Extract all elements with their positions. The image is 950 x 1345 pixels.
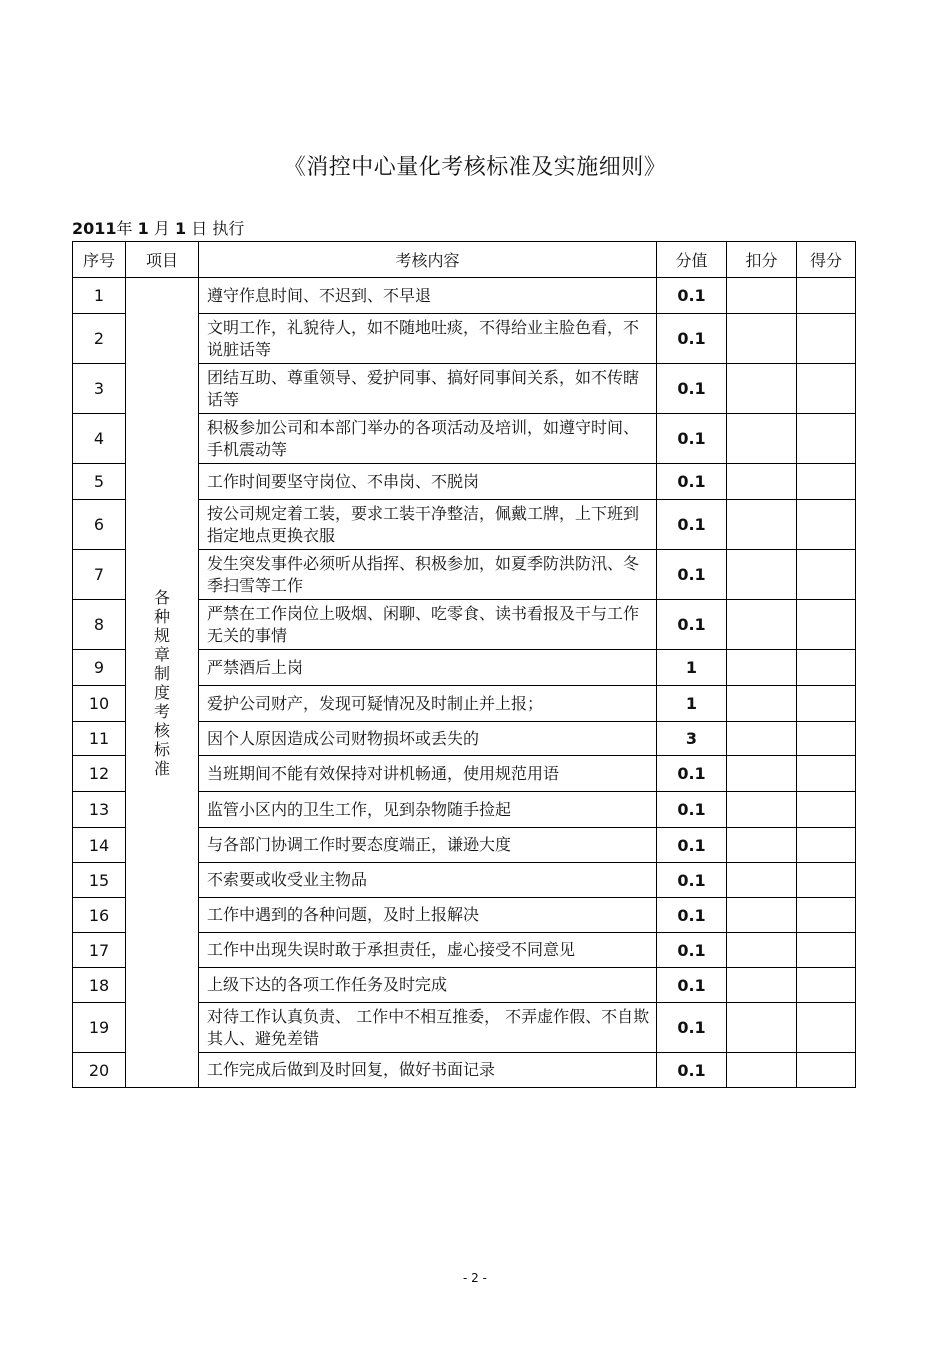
row-result-cell[interactable] [797, 550, 856, 600]
row-content: 爱护公司财产，发现可疑情况及时制止并上报； [199, 686, 657, 722]
row-score: 1 [657, 686, 727, 722]
row-score: 0.1 [657, 898, 727, 933]
header-seq: 序号 [73, 242, 126, 278]
row-deduct-cell[interactable] [727, 722, 797, 756]
document-title: 《消控中心量化考核标准及实施细则》 [283, 155, 667, 180]
execution-date-line [72, 216, 244, 239]
row-content: 监管小区内的卫生工作，见到杂物随手捡起 [199, 792, 657, 828]
row-result-cell[interactable] [797, 1053, 856, 1088]
row-seq: 16 [73, 898, 126, 933]
header-result: 得分 [797, 242, 856, 278]
row-score: 0.1 [657, 600, 727, 650]
row-seq: 19 [73, 1003, 126, 1053]
row-score: 0.1 [657, 968, 727, 1003]
row-deduct-cell[interactable] [727, 464, 797, 500]
row-seq: 14 [73, 828, 126, 863]
row-content: 上级下达的各项工作任务及时完成 [199, 968, 657, 1003]
row-seq: 11 [73, 722, 126, 756]
exec-month-unit: 月 [153, 219, 170, 238]
row-score: 0.1 [657, 1003, 727, 1053]
page-number: - 2 - [463, 1271, 487, 1285]
row-content: 当班期间不能有效保持对讲机畅通，使用规范用语 [199, 756, 657, 792]
row-result-cell[interactable] [797, 722, 856, 756]
row-result-cell[interactable] [797, 600, 856, 650]
row-result-cell[interactable] [797, 968, 856, 1003]
row-seq: 8 [73, 600, 126, 650]
row-content: 发生突发事件必须听从指挥、积极参加，如夏季防洪防汛、冬季扫雪等工作 [199, 550, 657, 600]
row-deduct-cell[interactable] [727, 968, 797, 1003]
row-seq: 17 [73, 933, 126, 968]
row-result-cell[interactable] [797, 686, 856, 722]
assessment-table [72, 241, 856, 1088]
row-seq: 10 [73, 686, 126, 722]
row-result-cell[interactable] [797, 278, 856, 314]
row-score: 0.1 [657, 550, 727, 600]
row-score: 0.1 [657, 364, 727, 414]
row-seq: 9 [73, 650, 126, 686]
row-result-cell[interactable] [797, 756, 856, 792]
exec-year: 2011 [72, 219, 117, 238]
header-project: 项目 [126, 242, 199, 278]
row-seq: 7 [73, 550, 126, 600]
row-seq: 4 [73, 414, 126, 464]
exec-suffix: 执行 [212, 219, 245, 238]
row-content: 遵守作息时间、不迟到、不早退 [199, 278, 657, 314]
exec-month: 1 [137, 219, 149, 238]
exec-day-unit: 日 [191, 219, 208, 238]
row-deduct-cell[interactable] [727, 792, 797, 828]
table-header-row [73, 242, 856, 278]
table-body [73, 278, 856, 1088]
row-score: 0.1 [657, 314, 727, 364]
row-content: 与各部门协调工作时要态度端正，谦逊大度 [199, 828, 657, 863]
row-result-cell[interactable] [797, 314, 856, 364]
row-result-cell[interactable] [797, 364, 856, 414]
row-seq: 3 [73, 364, 126, 414]
row-score: 0.1 [657, 414, 727, 464]
row-deduct-cell[interactable] [727, 828, 797, 863]
row-result-cell[interactable] [797, 650, 856, 686]
row-seq: 20 [73, 1053, 126, 1088]
row-content: 工作时间要坚守岗位、不串岗、不脱岗 [199, 464, 657, 500]
row-score: 0.1 [657, 1053, 727, 1088]
row-deduct-cell[interactable] [727, 898, 797, 933]
row-content: 对待工作认真负责、 工作中不相互推委， 不弄虚作假、不自欺其人、避免差错 [199, 1003, 657, 1053]
row-seq: 13 [73, 792, 126, 828]
row-content: 工作中出现失误时敢于承担责任，虚心接受不同意见 [199, 933, 657, 968]
row-deduct-cell[interactable] [727, 686, 797, 722]
row-result-cell[interactable] [797, 414, 856, 464]
row-score: 0.1 [657, 278, 727, 314]
row-deduct-cell[interactable] [727, 1003, 797, 1053]
row-content: 按公司规定着工装，要求工装干净整洁，佩戴工牌，上下班到指定地点更换衣服 [199, 500, 657, 550]
row-score: 0.1 [657, 756, 727, 792]
row-result-cell[interactable] [797, 1003, 856, 1053]
row-content: 文明工作，礼貌待人，如不随地吐痰，不得给业主脸色看，不说脏话等 [199, 314, 657, 364]
header-deduct: 扣分 [727, 242, 797, 278]
table-row [73, 278, 856, 314]
exec-day: 1 [174, 219, 187, 238]
row-deduct-cell[interactable] [727, 500, 797, 550]
row-seq: 15 [73, 863, 126, 898]
row-result-cell[interactable] [797, 464, 856, 500]
category-cell [126, 278, 199, 1088]
row-deduct-cell[interactable] [727, 314, 797, 364]
row-deduct-cell[interactable] [727, 863, 797, 898]
row-result-cell[interactable] [797, 933, 856, 968]
row-seq: 12 [73, 756, 126, 792]
row-content: 严禁在工作岗位上吸烟、闲聊、吃零食、读书看报及干与工作无关的事情 [199, 600, 657, 650]
row-deduct-cell[interactable] [727, 278, 797, 314]
row-seq: 2 [73, 314, 126, 364]
row-content: 因个人原因造成公司财物损坏或丢失的 [199, 722, 657, 756]
row-seq: 1 [73, 278, 126, 314]
row-seq: 18 [73, 968, 126, 1003]
row-score: 0.1 [657, 464, 727, 500]
row-seq: 5 [73, 464, 126, 500]
row-content: 不索要或收受业主物品 [199, 863, 657, 898]
row-score: 3 [657, 722, 727, 756]
row-deduct-cell[interactable] [727, 600, 797, 650]
row-result-cell[interactable] [797, 863, 856, 898]
row-score: 0.1 [657, 863, 727, 898]
row-deduct-cell[interactable] [727, 933, 797, 968]
exec-year-unit: 年 [116, 219, 133, 238]
row-deduct-cell[interactable] [727, 550, 797, 600]
row-result-cell[interactable] [797, 792, 856, 828]
row-content: 工作中遇到的各种问题，及时上报解决 [199, 898, 657, 933]
row-deduct-cell[interactable] [727, 414, 797, 464]
row-score: 0.1 [657, 933, 727, 968]
row-result-cell[interactable] [797, 898, 856, 933]
category-label: 各种规章制度考核标准 [153, 587, 170, 778]
header-score: 分值 [657, 242, 727, 278]
row-deduct-cell[interactable] [727, 1053, 797, 1088]
row-content: 严禁酒后上岗 [199, 650, 657, 686]
row-result-cell[interactable] [797, 828, 856, 863]
row-score: 0.1 [657, 792, 727, 828]
row-score: 0.1 [657, 828, 727, 863]
row-deduct-cell[interactable] [727, 650, 797, 686]
row-deduct-cell[interactable] [727, 364, 797, 414]
row-deduct-cell[interactable] [727, 756, 797, 792]
row-score: 1 [657, 650, 727, 686]
row-content: 积极参加公司和本部门举办的各项活动及培训，如遵守时间、手机震动等 [199, 414, 657, 464]
row-seq: 6 [73, 500, 126, 550]
row-result-cell[interactable] [797, 500, 856, 550]
row-score: 0.1 [657, 500, 727, 550]
header-content: 考核内容 [199, 242, 657, 278]
row-content: 工作完成后做到及时回复，做好书面记录 [199, 1053, 657, 1088]
row-content: 团结互助、尊重领导、爱护同事、搞好同事间关系，如不传瞎话等 [199, 364, 657, 414]
